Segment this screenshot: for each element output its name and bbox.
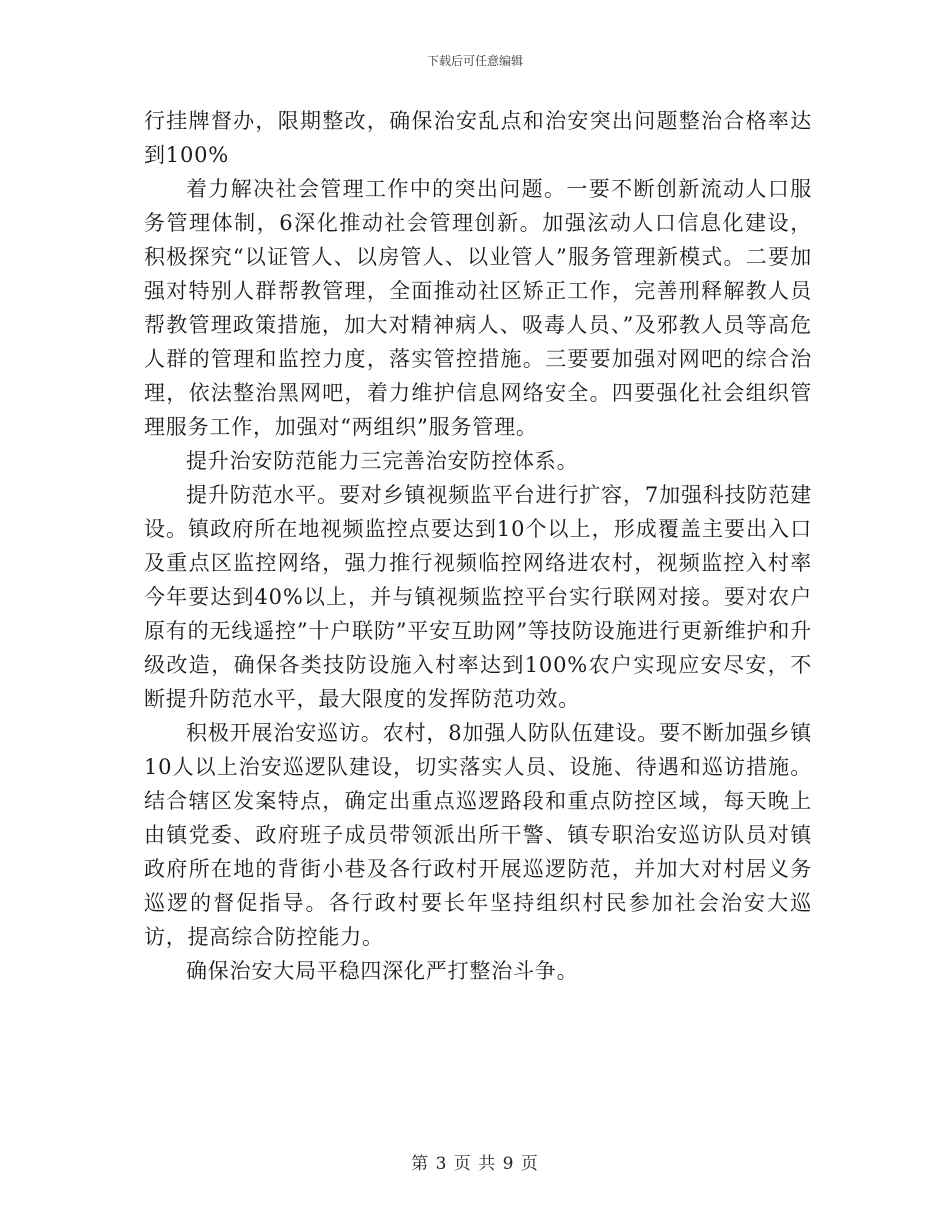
paragraph-continuation: 行挂牌督办，限期整改，确保治安乱点和治安突出问题整治合格率达到100%: [144, 109, 812, 167]
paragraph: 提升防范水平。要对乡镇视频监平台进行扩容，7加强科技防范建设。镇政府所在地视频监控点要达到10个以上，形成覆盖主要出入口及重点区监控网络，强力推行视频临控网络进农村，视频监控入村率今年要达到40%以上，并与镇视频监控平台实行联网对接。要对农户原有的无线遥控”十户联防”平安互助网”等技防设施进行更新维护和升级改造，确保各类技防设施入村率达到100%农户实现应安尽安，不断提升防范水平，最大限度的发挥防范功效。: [144, 483, 812, 711]
page-number-footer: 第 3 页 共 9 页: [411, 1154, 539, 1174]
paragraph: 提升治安防范能力三完善治安防控体系。: [186, 449, 579, 473]
paragraph: 着力解决社会管理工作中的突出问题。一要不断创新流动人口服务管理体制，6深化推动社会管理创新。加强泫动人口信息化建设，积极探究“以证管人、以房管人、以业管人”服务管理新模式。二要加强对特别人群帮教管理，全面推动社区矫正工作，完善刑释解教人员帮教管理政策措施，加大对精神病人、吸毒人员、”及邪教人员等高危人群的管理和监控力度，落实管控措施。三要要加强对网吧的综合治理，依法整治黑网吧，着力维护信息网络安全。四要强化社会组织管理服务工作，加强对“两组织”服务管理。: [144, 177, 812, 439]
header-note: 下载后可任意编辑: [426, 54, 523, 68]
paragraph: 确保治安大局平稳四深化严打整治斗争。: [186, 959, 579, 983]
paragraph: 积极开展治安巡访。农村，8加强人防队伍建设。要不断加强乡镇10人以上治安巡逻队建设，切实落实人员、设施、待遇和巡访措施。结合辖区发案特点，确定出重点巡逻路段和重点防控区域，每天晚上由镇党委、政府班子成员带领派出所干警、镇专职治安巡访队员对镇政府所在地的背街小巷及各行政村开展巡逻防范，并加大对村居义务巡逻的督促指导。各行政村要长年坚持组织村民参加社会治安大巡访，提高综合防控能力。: [144, 721, 812, 949]
document-body: [144, 104, 812, 988]
